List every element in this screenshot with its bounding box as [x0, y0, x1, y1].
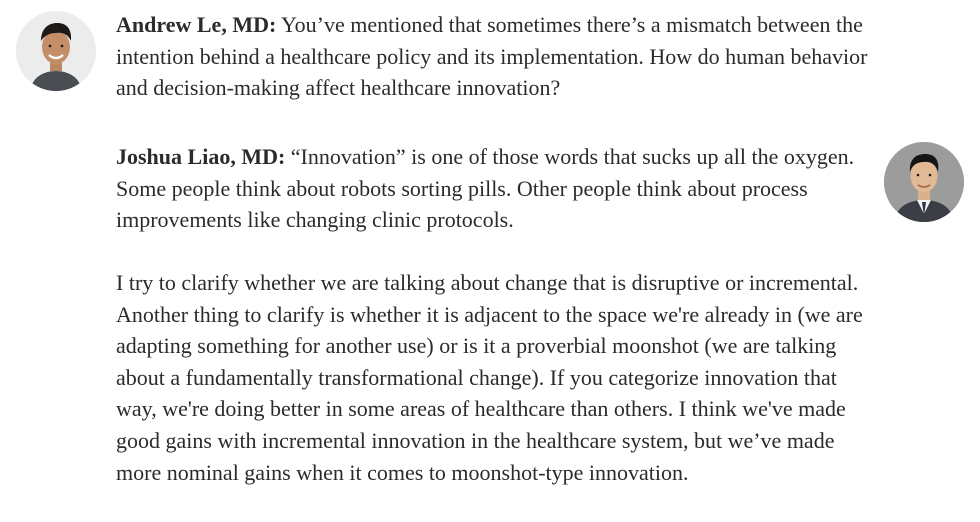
answer-text-2: I try to clarify whether we are talking about change that is disruptive or incremental. Another thing to clarify is whether it is adjacent to the space we're already in (we are adapting something for another use) or is it a proverbial moonshot (we are talking about a fundamentally transformational change). If you categorize innovation that way, we're doing better in some areas of healthcare than others. I think we've made good gains with incremental innovation in the healthcare system, but we’ve made more nominal gains when it comes to moonshot-type innovation. — [116, 270, 863, 485]
andrew-le-avatar — [16, 11, 96, 91]
question-paragraph — [116, 9, 876, 104]
answer-paragraph-2 — [116, 267, 876, 488]
question-text: You’ve mentioned that sometimes there’s a mismatch between the intention behind a healthcare policy and its implementation. How do human behavior and decision-making affect healthcare innovation? — [116, 12, 868, 101]
speaker-joshua-liao: Joshua Liao, MD: — [116, 144, 286, 169]
speaker-andrew-le: Andrew Le, MD: — [116, 12, 277, 37]
joshua-liao-portrait — [884, 142, 964, 222]
answer-text-1: “Innovation” is one of those words that sucks up all the oxygen. Some people think about robots sorting pills. Other people think about process improvements like changing clinic protocols. — [116, 144, 855, 233]
andrew-le-portrait — [16, 11, 96, 91]
answer-paragraph-1 — [116, 141, 876, 236]
joshua-liao-avatar — [884, 142, 964, 222]
